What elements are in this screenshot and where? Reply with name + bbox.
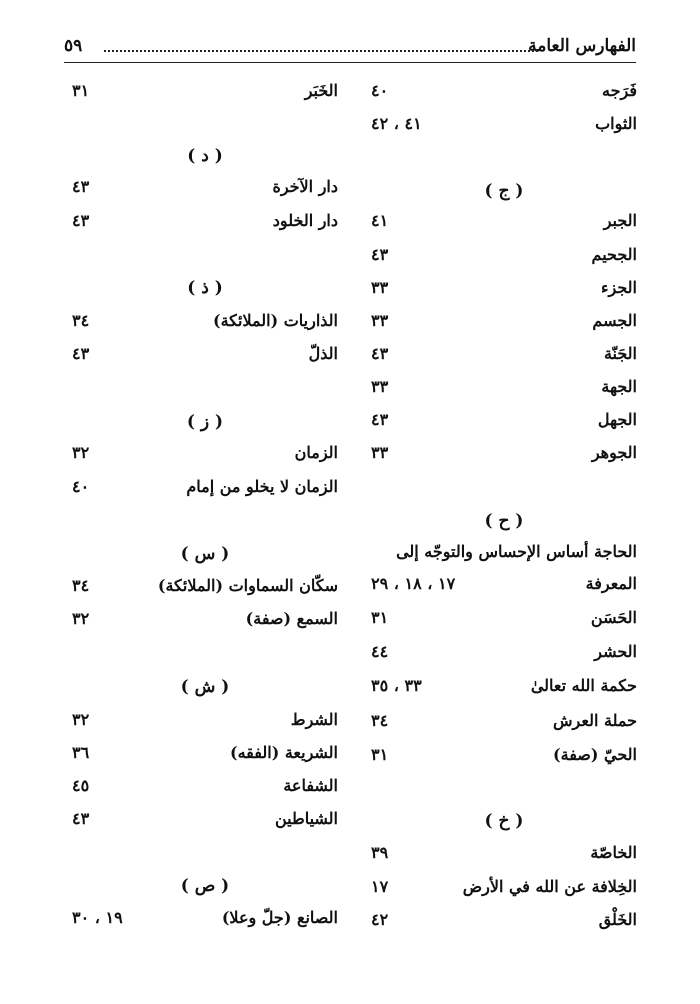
index-pages: ٣٣: [371, 443, 389, 462]
index-pages: ٤١: [371, 211, 389, 230]
index-entry: [371, 372, 637, 402]
index-term: الصانع (جلّ وعلا): [221, 908, 338, 927]
index-entry: [72, 804, 338, 834]
index-pages: ٣٣: [371, 377, 389, 396]
index-entry: [371, 838, 637, 868]
index-term: الجسم: [592, 311, 637, 330]
index-pages: ٤١ ، ٤٢: [371, 114, 422, 133]
index-term: الشفاعة: [283, 776, 338, 795]
section-heading-dhal: ( ذ ): [187, 278, 223, 298]
index-term: السمع (صفة): [245, 609, 338, 628]
index-term: الزمان: [294, 443, 338, 462]
section-heading-zay: ( ز ): [186, 412, 224, 432]
index-term: المعرفة: [585, 574, 637, 593]
index-entry: [72, 339, 338, 369]
index-entry: [72, 705, 338, 735]
index-term: سكّان السماوات (الملائكة): [157, 576, 338, 595]
index-pages: ٣٣: [371, 278, 389, 297]
index-entry: [371, 306, 637, 336]
index-term: الذلّ: [308, 344, 338, 363]
index-pages: ٤٠: [72, 477, 90, 496]
index-term: الخَبَر: [304, 81, 338, 100]
index-term: حكمة الله تعالىٰ: [530, 676, 637, 695]
index-pages: ٤٣: [72, 177, 90, 196]
index-pages: ٤٣: [72, 344, 90, 363]
running-title: الفهارس العامة: [528, 36, 636, 56]
index-pages: ٤٣: [72, 211, 90, 230]
index-pages: ٣٢: [72, 443, 90, 462]
index-pages: ٤٣: [72, 809, 90, 828]
index-pages: ٤٠: [371, 81, 389, 100]
index-entry: [371, 603, 637, 633]
index-pages: ٣٢: [72, 710, 90, 729]
page-header: [64, 36, 636, 60]
index-term: الجَنّة: [603, 344, 637, 363]
section-heading-kha: ( خ ): [484, 811, 524, 831]
index-term: الجبر: [603, 211, 637, 230]
index-entry: [371, 405, 637, 435]
index-term: الشياطين: [274, 809, 338, 828]
index-term: الجحيم: [591, 245, 637, 264]
index-term: الزمان لا يخلو من إمام: [186, 477, 338, 496]
index-entry: [72, 206, 338, 236]
index-pages: ٣١: [371, 745, 389, 764]
index-entry: [72, 771, 338, 801]
index-term: الحشر: [594, 642, 637, 661]
index-term: دار الخلود: [272, 211, 338, 230]
section-heading-sin: ( س ): [180, 544, 230, 564]
section-heading-ha: ( ح ): [484, 511, 524, 531]
index-entry: [371, 905, 637, 935]
index-entry: [72, 604, 338, 634]
index-pages: ٤٣: [371, 410, 389, 429]
index-pages: ٤٤: [371, 642, 389, 661]
index-pages: ٣١: [72, 81, 90, 100]
index-term: دار الآخرة: [272, 177, 338, 196]
index-entry: [72, 472, 338, 502]
index-pages: ٤٢: [371, 910, 389, 929]
index-pages: ٣٤: [371, 711, 389, 730]
index-pages: ٣٤: [72, 576, 90, 595]
index-term: الشريعة (الفقه): [230, 743, 338, 762]
index-pages: ٤٣: [371, 344, 389, 363]
index-entry: [371, 637, 637, 667]
index-pages: ٤٥: [72, 776, 90, 795]
section-heading-jim: ( ج ): [484, 181, 524, 201]
index-pages: ٤٣: [371, 245, 389, 264]
index-term: الجزء: [601, 278, 637, 297]
section-heading-dal: ( د ): [187, 146, 223, 166]
index-term: الخِلافة عن الله في الأرض: [462, 877, 637, 896]
index-entry: [371, 740, 637, 770]
section-heading-sad: ( ص ): [180, 876, 230, 896]
index-pages: ١٩ ، ٣٠: [72, 908, 123, 927]
index-pages: ١٧ ، ١٨ ، ٢٩: [371, 574, 456, 593]
header-rule: [64, 62, 636, 63]
index-entry: [72, 903, 338, 933]
index-entry: [72, 76, 338, 106]
index-term: الذاريات (الملائكة): [213, 311, 338, 330]
index-entry-continued: [371, 537, 637, 567]
index-pages: ٣٢: [72, 609, 90, 628]
index-pages: ٣٩: [371, 843, 389, 862]
index-entry: [72, 571, 338, 601]
index-term: الجوهر: [591, 443, 637, 462]
index-term: الحاجة أساس الإحساس والتوجّه إلى: [396, 542, 637, 561]
index-entry: [371, 671, 637, 701]
section-heading-shin: ( ش ): [180, 677, 230, 697]
index-entry: [371, 706, 637, 736]
index-term: حملة العرش: [553, 711, 637, 730]
index-entry: [371, 438, 637, 468]
index-entry: [371, 76, 637, 106]
index-entry: [371, 109, 637, 139]
index-entry: [72, 306, 338, 336]
index-pages: ٣٤: [72, 311, 90, 330]
index-pages: ٣٣ ، ٣٥: [371, 676, 422, 695]
index-term: الخَلْق: [598, 910, 637, 929]
index-entry: [371, 872, 637, 902]
leader-dots: [104, 50, 538, 52]
index-term: الجهل: [597, 410, 637, 429]
index-entry: [371, 240, 637, 270]
index-term: الجهة: [601, 377, 637, 396]
index-term: الشرط: [290, 710, 338, 729]
index-entry: [371, 273, 637, 303]
index-term: الثواب: [595, 114, 637, 133]
index-pages: ١٧: [371, 877, 389, 896]
index-term: الحيّ (صفة): [553, 745, 637, 764]
page-number: ٥٩: [64, 36, 83, 56]
index-entry: [371, 339, 637, 369]
index-pages: ٣٣: [371, 311, 389, 330]
index-entry: [72, 738, 338, 768]
index-entry: [72, 438, 338, 468]
index-term: الخاصّة: [590, 843, 637, 862]
index-pages: ٣٦: [72, 743, 90, 762]
index-pages: ٣١: [371, 608, 389, 627]
index-term: الحَسَن: [590, 608, 637, 627]
index-entry: [371, 206, 637, 236]
index-entry: [371, 569, 637, 599]
index-term: فَرَجه: [602, 81, 637, 100]
index-entry: [72, 172, 338, 202]
